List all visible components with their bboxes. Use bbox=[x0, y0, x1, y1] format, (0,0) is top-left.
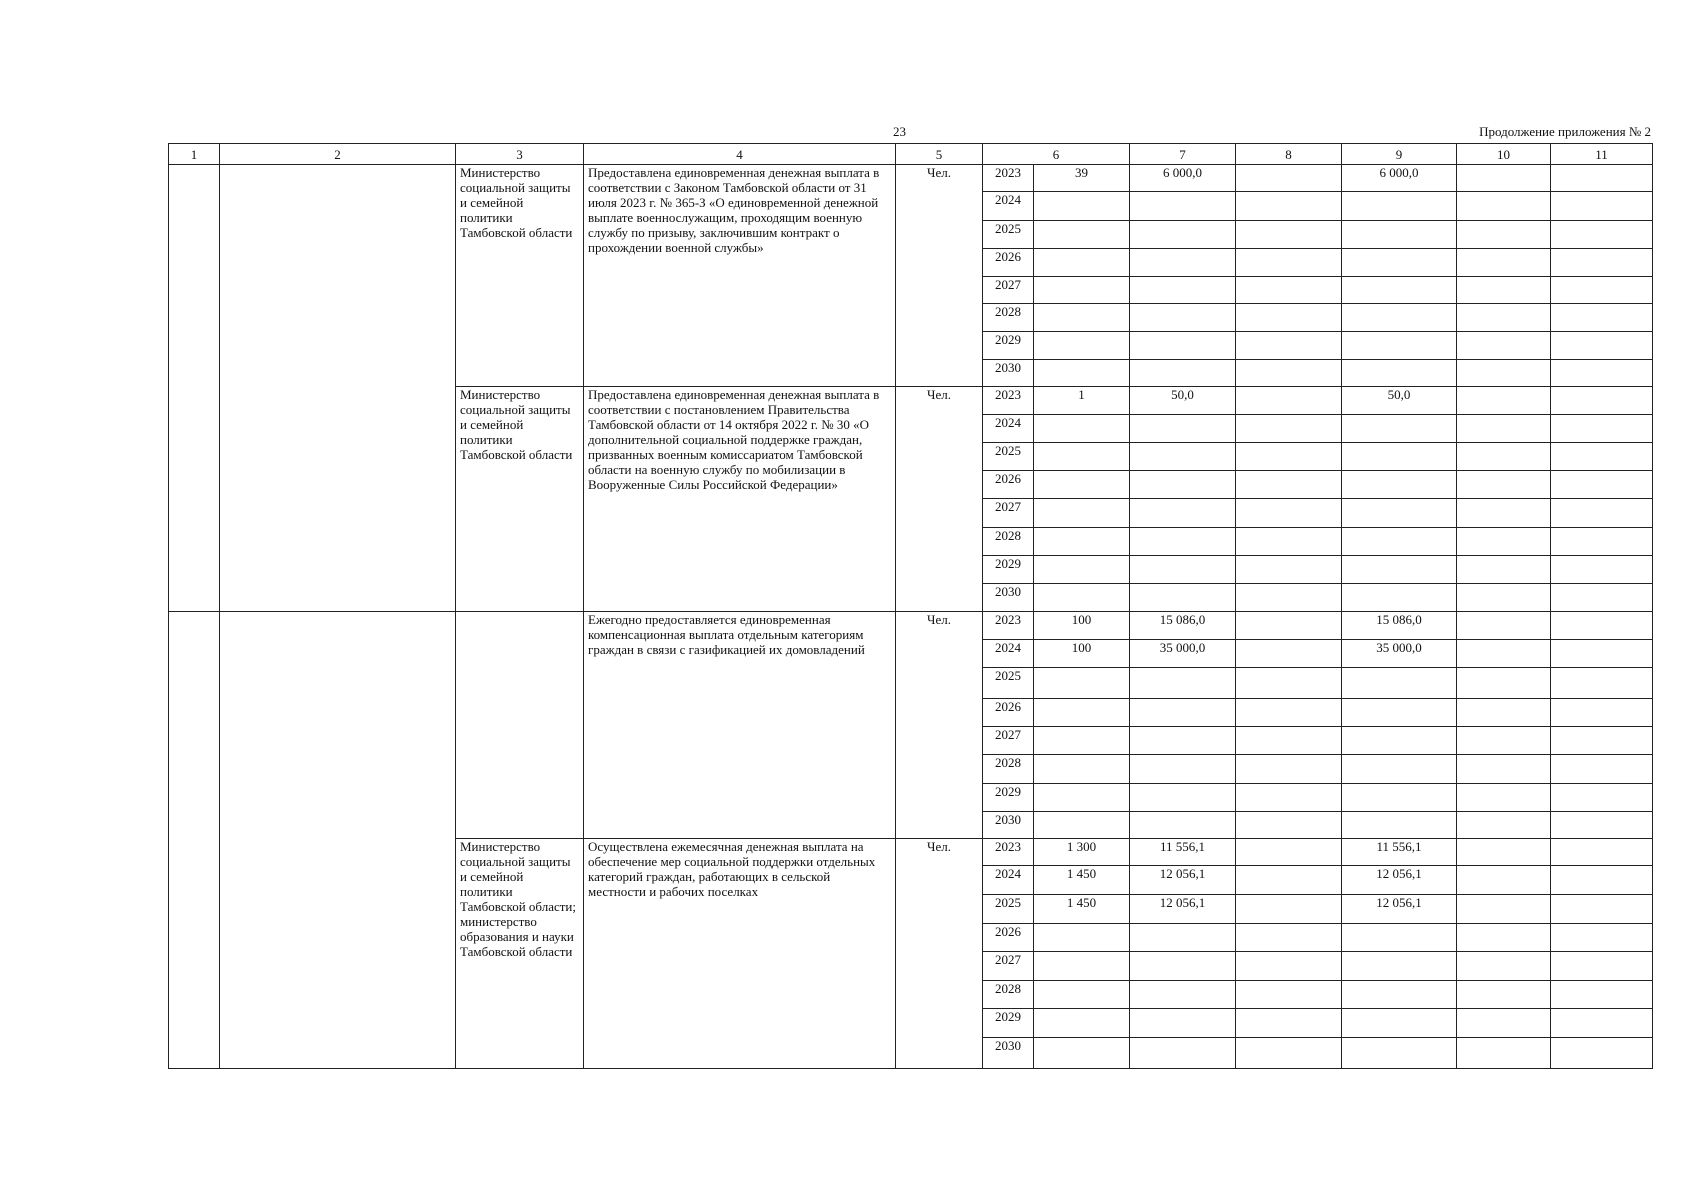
cell-col-6-value: 39 bbox=[1034, 165, 1130, 192]
year-cell: 2023 bbox=[983, 387, 1034, 415]
cell-col-9-value: 12 056,1 bbox=[1342, 866, 1457, 895]
cell-col-9-value bbox=[1342, 415, 1457, 443]
cell-col-8-value bbox=[1236, 699, 1342, 727]
cell-col-8-value bbox=[1236, 812, 1342, 839]
cell-col-6-value: 100 bbox=[1034, 640, 1130, 668]
cell-col-9-value: 12 056,1 bbox=[1342, 895, 1457, 924]
cell-col-7-value: 11 556,1 bbox=[1130, 839, 1236, 866]
col-header-1: 1 bbox=[169, 144, 220, 165]
cell-col-7-value bbox=[1130, 360, 1236, 387]
cell-col-8-value bbox=[1236, 640, 1342, 668]
responsible-organization: Министерство социальной защиты и семейной политики Тамбовской области bbox=[456, 165, 584, 387]
cell-col-11-value bbox=[1551, 755, 1653, 784]
cell-col-11-value bbox=[1551, 332, 1653, 360]
cell-col-1 bbox=[169, 612, 220, 1069]
table-row bbox=[169, 165, 1653, 192]
cell-col-9-value bbox=[1342, 755, 1457, 784]
cell-col-8-value bbox=[1236, 784, 1342, 812]
cell-col-10-value bbox=[1457, 249, 1551, 277]
cell-col-11-value bbox=[1551, 277, 1653, 304]
cell-col-6-value bbox=[1034, 755, 1130, 784]
cell-col-8-value bbox=[1236, 866, 1342, 895]
cell-col-10-value bbox=[1457, 304, 1551, 332]
cell-col-7-value: 12 056,1 bbox=[1130, 895, 1236, 924]
cell-col-9-value bbox=[1342, 471, 1457, 499]
cell-col-10-value bbox=[1457, 528, 1551, 556]
cell-col-10-value bbox=[1457, 387, 1551, 415]
cell-col-6-value bbox=[1034, 304, 1130, 332]
cell-col-6-value bbox=[1034, 699, 1130, 727]
cell-col-8-value bbox=[1236, 443, 1342, 471]
cell-col-8-value bbox=[1236, 192, 1342, 221]
cell-col-11-value bbox=[1551, 981, 1653, 1009]
cell-col-7-value: 35 000,0 bbox=[1130, 640, 1236, 668]
cell-col-11-value bbox=[1551, 443, 1653, 471]
year-cell: 2030 bbox=[983, 812, 1034, 839]
cell-col-10-value bbox=[1457, 277, 1551, 304]
cell-col-9-value bbox=[1342, 584, 1457, 612]
year-cell: 2027 bbox=[983, 727, 1034, 755]
cell-col-9-value: 15 086,0 bbox=[1342, 612, 1457, 640]
cell-col-8-value bbox=[1236, 277, 1342, 304]
cell-col-6-value bbox=[1034, 192, 1130, 221]
cell-col-8-value bbox=[1236, 612, 1342, 640]
cell-col-10-value bbox=[1457, 924, 1551, 952]
cell-col-6-value bbox=[1034, 249, 1130, 277]
cell-col-11-value bbox=[1551, 528, 1653, 556]
activity-description: Осуществлена ежемесячная денежная выплата на обеспечение мер социальной поддержки отдельных категорий граждан, работающих в сельской местности и рабочих поселках bbox=[584, 839, 896, 1069]
cell-col-6-value bbox=[1034, 360, 1130, 387]
cell-col-7-value bbox=[1130, 528, 1236, 556]
cell-col-10-value bbox=[1457, 812, 1551, 839]
cell-col-9-value bbox=[1342, 1009, 1457, 1038]
col-header-8: 8 bbox=[1236, 144, 1342, 165]
cell-col-11-value bbox=[1551, 640, 1653, 668]
cell-col-7-value bbox=[1130, 981, 1236, 1009]
col-header-3: 3 bbox=[456, 144, 584, 165]
cell-col-6-value: 1 300 bbox=[1034, 839, 1130, 866]
cell-col-7-value bbox=[1130, 415, 1236, 443]
cell-col-7-value bbox=[1130, 784, 1236, 812]
year-cell: 2029 bbox=[983, 784, 1034, 812]
cell-col-10-value bbox=[1457, 866, 1551, 895]
year-cell: 2026 bbox=[983, 699, 1034, 727]
cell-col-11-value bbox=[1551, 812, 1653, 839]
cell-col-8-value bbox=[1236, 952, 1342, 981]
cell-col-7-value bbox=[1130, 192, 1236, 221]
cell-col-10-value bbox=[1457, 640, 1551, 668]
cell-col-9-value bbox=[1342, 981, 1457, 1009]
year-cell: 2023 bbox=[983, 839, 1034, 866]
cell-col-11-value bbox=[1551, 866, 1653, 895]
cell-col-10-value bbox=[1457, 443, 1551, 471]
year-cell: 2025 bbox=[983, 221, 1034, 249]
cell-col-10-value bbox=[1457, 584, 1551, 612]
unit-of-measure: Чел. bbox=[896, 165, 983, 387]
cell-col-8-value bbox=[1236, 981, 1342, 1009]
cell-col-2 bbox=[220, 612, 456, 1069]
cell-col-6-value bbox=[1034, 443, 1130, 471]
cell-col-7-value bbox=[1130, 952, 1236, 981]
cell-col-6-value bbox=[1034, 1038, 1130, 1069]
cell-col-11-value bbox=[1551, 1009, 1653, 1038]
cell-col-11-value bbox=[1551, 360, 1653, 387]
responsible-organization: Министерство социальной защиты и семейной политики Тамбовской области bbox=[456, 387, 584, 612]
cell-col-8-value bbox=[1236, 1009, 1342, 1038]
cell-col-9-value bbox=[1342, 277, 1457, 304]
cell-col-11-value bbox=[1551, 839, 1653, 866]
cell-col-8-value bbox=[1236, 727, 1342, 755]
cell-col-10-value bbox=[1457, 499, 1551, 528]
cell-col-10-value bbox=[1457, 755, 1551, 784]
year-cell: 2023 bbox=[983, 612, 1034, 640]
cell-col-10-value bbox=[1457, 612, 1551, 640]
cell-col-6-value bbox=[1034, 528, 1130, 556]
activity-description: Ежегодно предоставляется единовременная компенсационная выплата отдельным категориям граждан в связи с газификацией их домовладений bbox=[584, 612, 896, 839]
cell-col-6-value bbox=[1034, 668, 1130, 699]
page-number: 23 bbox=[893, 124, 906, 139]
cell-col-11-value bbox=[1551, 471, 1653, 499]
year-cell: 2024 bbox=[983, 415, 1034, 443]
cell-col-9-value bbox=[1342, 556, 1457, 584]
cell-col-9-value bbox=[1342, 952, 1457, 981]
cell-col-10-value bbox=[1457, 360, 1551, 387]
unit-of-measure: Чел. bbox=[896, 612, 983, 839]
cell-col-7-value bbox=[1130, 443, 1236, 471]
cell-col-9-value bbox=[1342, 668, 1457, 699]
unit-of-measure: Чел. bbox=[896, 387, 983, 612]
cell-col-10-value bbox=[1457, 699, 1551, 727]
cell-col-11-value bbox=[1551, 895, 1653, 924]
cell-col-6-value: 100 bbox=[1034, 612, 1130, 640]
cell-col-6-value bbox=[1034, 924, 1130, 952]
cell-col-8-value bbox=[1236, 415, 1342, 443]
cell-col-9-value bbox=[1342, 499, 1457, 528]
cell-col-9-value bbox=[1342, 360, 1457, 387]
year-cell: 2026 bbox=[983, 471, 1034, 499]
cell-col-8-value bbox=[1236, 1038, 1342, 1069]
cell-col-11-value bbox=[1551, 192, 1653, 221]
cell-col-9-value bbox=[1342, 699, 1457, 727]
cell-col-10-value bbox=[1457, 981, 1551, 1009]
cell-col-11-value bbox=[1551, 415, 1653, 443]
cell-col-6-value: 1 450 bbox=[1034, 866, 1130, 895]
cell-col-9-value bbox=[1342, 304, 1457, 332]
cell-col-11-value bbox=[1551, 699, 1653, 727]
cell-col-9-value: 50,0 bbox=[1342, 387, 1457, 415]
cell-col-9-value bbox=[1342, 924, 1457, 952]
cell-col-6-value bbox=[1034, 499, 1130, 528]
year-cell: 2029 bbox=[983, 1009, 1034, 1038]
cell-col-7-value: 15 086,0 bbox=[1130, 612, 1236, 640]
year-cell: 2030 bbox=[983, 584, 1034, 612]
year-cell: 2026 bbox=[983, 924, 1034, 952]
cell-col-7-value bbox=[1130, 584, 1236, 612]
table-row bbox=[169, 612, 1653, 640]
cell-col-8-value bbox=[1236, 249, 1342, 277]
cell-col-11-value bbox=[1551, 556, 1653, 584]
cell-col-7-value bbox=[1130, 332, 1236, 360]
year-cell: 2025 bbox=[983, 668, 1034, 699]
year-cell: 2024 bbox=[983, 640, 1034, 668]
cell-col-9-value: 35 000,0 bbox=[1342, 640, 1457, 668]
cell-col-8-value bbox=[1236, 221, 1342, 249]
year-cell: 2027 bbox=[983, 952, 1034, 981]
cell-col-11-value bbox=[1551, 165, 1653, 192]
cell-col-6-value bbox=[1034, 471, 1130, 499]
cell-col-11-value bbox=[1551, 221, 1653, 249]
cell-col-10-value bbox=[1457, 556, 1551, 584]
cell-col-7-value bbox=[1130, 812, 1236, 839]
cell-col-7-value bbox=[1130, 699, 1236, 727]
cell-col-11-value bbox=[1551, 304, 1653, 332]
cell-col-11-value bbox=[1551, 924, 1653, 952]
cell-col-7-value bbox=[1130, 668, 1236, 699]
program-table bbox=[168, 143, 1653, 1069]
cell-col-6-value bbox=[1034, 784, 1130, 812]
cell-col-2 bbox=[220, 165, 456, 612]
cell-col-6-value: 1 450 bbox=[1034, 895, 1130, 924]
year-cell: 2028 bbox=[983, 981, 1034, 1009]
cell-col-7-value bbox=[1130, 727, 1236, 755]
cell-col-7-value bbox=[1130, 221, 1236, 249]
cell-col-6-value bbox=[1034, 981, 1130, 1009]
cell-col-9-value bbox=[1342, 528, 1457, 556]
cell-col-10-value bbox=[1457, 784, 1551, 812]
cell-col-8-value bbox=[1236, 668, 1342, 699]
cell-col-11-value bbox=[1551, 499, 1653, 528]
cell-col-6-value bbox=[1034, 556, 1130, 584]
cell-col-10-value bbox=[1457, 415, 1551, 443]
cell-col-6-value bbox=[1034, 952, 1130, 981]
cell-col-9-value bbox=[1342, 784, 1457, 812]
column-header-row bbox=[169, 144, 1653, 165]
cell-col-10-value bbox=[1457, 895, 1551, 924]
cell-col-6-value bbox=[1034, 277, 1130, 304]
cell-col-10-value bbox=[1457, 192, 1551, 221]
cell-col-8-value bbox=[1236, 556, 1342, 584]
cell-col-9-value bbox=[1342, 192, 1457, 221]
cell-col-6-value bbox=[1034, 1009, 1130, 1038]
cell-col-8-value bbox=[1236, 332, 1342, 360]
cell-col-7-value bbox=[1130, 924, 1236, 952]
col-header-4: 4 bbox=[584, 144, 896, 165]
col-header-6: 6 bbox=[983, 144, 1130, 165]
cell-col-9-value bbox=[1342, 249, 1457, 277]
cell-col-8-value bbox=[1236, 304, 1342, 332]
cell-col-9-value bbox=[1342, 332, 1457, 360]
cell-col-8-value bbox=[1236, 584, 1342, 612]
cell-col-7-value bbox=[1130, 277, 1236, 304]
cell-col-6-value bbox=[1034, 727, 1130, 755]
cell-col-9-value: 6 000,0 bbox=[1342, 165, 1457, 192]
col-header-5: 5 bbox=[896, 144, 983, 165]
cell-col-10-value bbox=[1457, 1038, 1551, 1069]
cell-col-8-value bbox=[1236, 165, 1342, 192]
cell-col-11-value bbox=[1551, 584, 1653, 612]
cell-col-8-value bbox=[1236, 471, 1342, 499]
cell-col-9-value bbox=[1342, 221, 1457, 249]
cell-col-11-value bbox=[1551, 784, 1653, 812]
year-cell: 2028 bbox=[983, 528, 1034, 556]
cell-col-8-value bbox=[1236, 755, 1342, 784]
appendix-note: Продолжение приложения № 2 bbox=[1479, 124, 1651, 139]
cell-col-7-value: 50,0 bbox=[1130, 387, 1236, 415]
year-cell: 2026 bbox=[983, 249, 1034, 277]
year-cell: 2030 bbox=[983, 1038, 1034, 1069]
cell-col-10-value bbox=[1457, 668, 1551, 699]
cell-col-7-value bbox=[1130, 499, 1236, 528]
year-cell: 2024 bbox=[983, 866, 1034, 895]
cell-col-8-value bbox=[1236, 499, 1342, 528]
cell-col-7-value bbox=[1130, 755, 1236, 784]
cell-col-10-value bbox=[1457, 471, 1551, 499]
cell-col-11-value bbox=[1551, 387, 1653, 415]
year-cell: 2029 bbox=[983, 332, 1034, 360]
cell-col-6-value: 1 bbox=[1034, 387, 1130, 415]
cell-col-10-value bbox=[1457, 839, 1551, 866]
year-cell: 2028 bbox=[983, 304, 1034, 332]
col-header-9: 9 bbox=[1342, 144, 1457, 165]
responsible-organization bbox=[456, 612, 584, 839]
cell-col-6-value bbox=[1034, 332, 1130, 360]
year-cell: 2029 bbox=[983, 556, 1034, 584]
cell-col-8-value bbox=[1236, 839, 1342, 866]
cell-col-7-value bbox=[1130, 471, 1236, 499]
cell-col-8-value bbox=[1236, 387, 1342, 415]
cell-col-7-value: 6 000,0 bbox=[1130, 165, 1236, 192]
cell-col-9-value bbox=[1342, 812, 1457, 839]
cell-col-1 bbox=[169, 165, 220, 612]
cell-col-10-value bbox=[1457, 1009, 1551, 1038]
cell-col-8-value bbox=[1236, 924, 1342, 952]
cell-col-7-value bbox=[1130, 304, 1236, 332]
unit-of-measure: Чел. bbox=[896, 839, 983, 1069]
year-cell: 2024 bbox=[983, 192, 1034, 221]
cell-col-10-value bbox=[1457, 332, 1551, 360]
cell-col-7-value bbox=[1130, 249, 1236, 277]
cell-col-6-value bbox=[1034, 812, 1130, 839]
cell-col-8-value bbox=[1236, 528, 1342, 556]
cell-col-11-value bbox=[1551, 952, 1653, 981]
year-cell: 2027 bbox=[983, 277, 1034, 304]
cell-col-9-value bbox=[1342, 443, 1457, 471]
cell-col-10-value bbox=[1457, 165, 1551, 192]
cell-col-9-value bbox=[1342, 1038, 1457, 1069]
year-cell: 2030 bbox=[983, 360, 1034, 387]
cell-col-8-value bbox=[1236, 895, 1342, 924]
cell-col-10-value bbox=[1457, 221, 1551, 249]
cell-col-11-value bbox=[1551, 727, 1653, 755]
cell-col-7-value bbox=[1130, 556, 1236, 584]
col-header-10: 10 bbox=[1457, 144, 1551, 165]
col-header-2: 2 bbox=[220, 144, 456, 165]
year-cell: 2025 bbox=[983, 443, 1034, 471]
col-header-11: 11 bbox=[1551, 144, 1653, 165]
cell-col-10-value bbox=[1457, 727, 1551, 755]
cell-col-10-value bbox=[1457, 952, 1551, 981]
cell-col-6-value bbox=[1034, 584, 1130, 612]
cell-col-11-value bbox=[1551, 612, 1653, 640]
cell-col-7-value bbox=[1130, 1038, 1236, 1069]
cell-col-11-value bbox=[1551, 1038, 1653, 1069]
cell-col-11-value bbox=[1551, 249, 1653, 277]
cell-col-8-value bbox=[1236, 360, 1342, 387]
cell-col-6-value bbox=[1034, 221, 1130, 249]
year-cell: 2027 bbox=[983, 499, 1034, 528]
year-cell: 2025 bbox=[983, 895, 1034, 924]
cell-col-6-value bbox=[1034, 415, 1130, 443]
activity-description: Предоставлена единовременная денежная выплата в соответствии с постановлением Правительства Тамбовской области от 14 октября 2022 г. № 30 «О дополнительной социальной поддержке граждан, призванных военным комиссариатом Тамбовской области на военную службу по мобилизации в Вооруженные Силы Российской Федерации» bbox=[584, 387, 896, 612]
cell-col-11-value bbox=[1551, 668, 1653, 699]
cell-col-7-value bbox=[1130, 1009, 1236, 1038]
col-header-7: 7 bbox=[1130, 144, 1236, 165]
cell-col-9-value: 11 556,1 bbox=[1342, 839, 1457, 866]
activity-description: Предоставлена единовременная денежная выплата в соответствии с Законом Тамбовской области от 31 июля 2023 г. № 365-З «О единовременной денежной выплате военнослужащим, проходящим военную службу по призыву, заключившим контракт о прохождении военной службы» bbox=[584, 165, 896, 387]
responsible-organization: Министерство социальной защиты и семейной политики Тамбовской области; министерство образования и науки Тамбовской области bbox=[456, 839, 584, 1069]
cell-col-9-value bbox=[1342, 727, 1457, 755]
cell-col-7-value: 12 056,1 bbox=[1130, 866, 1236, 895]
year-cell: 2023 bbox=[983, 165, 1034, 192]
year-cell: 2028 bbox=[983, 755, 1034, 784]
